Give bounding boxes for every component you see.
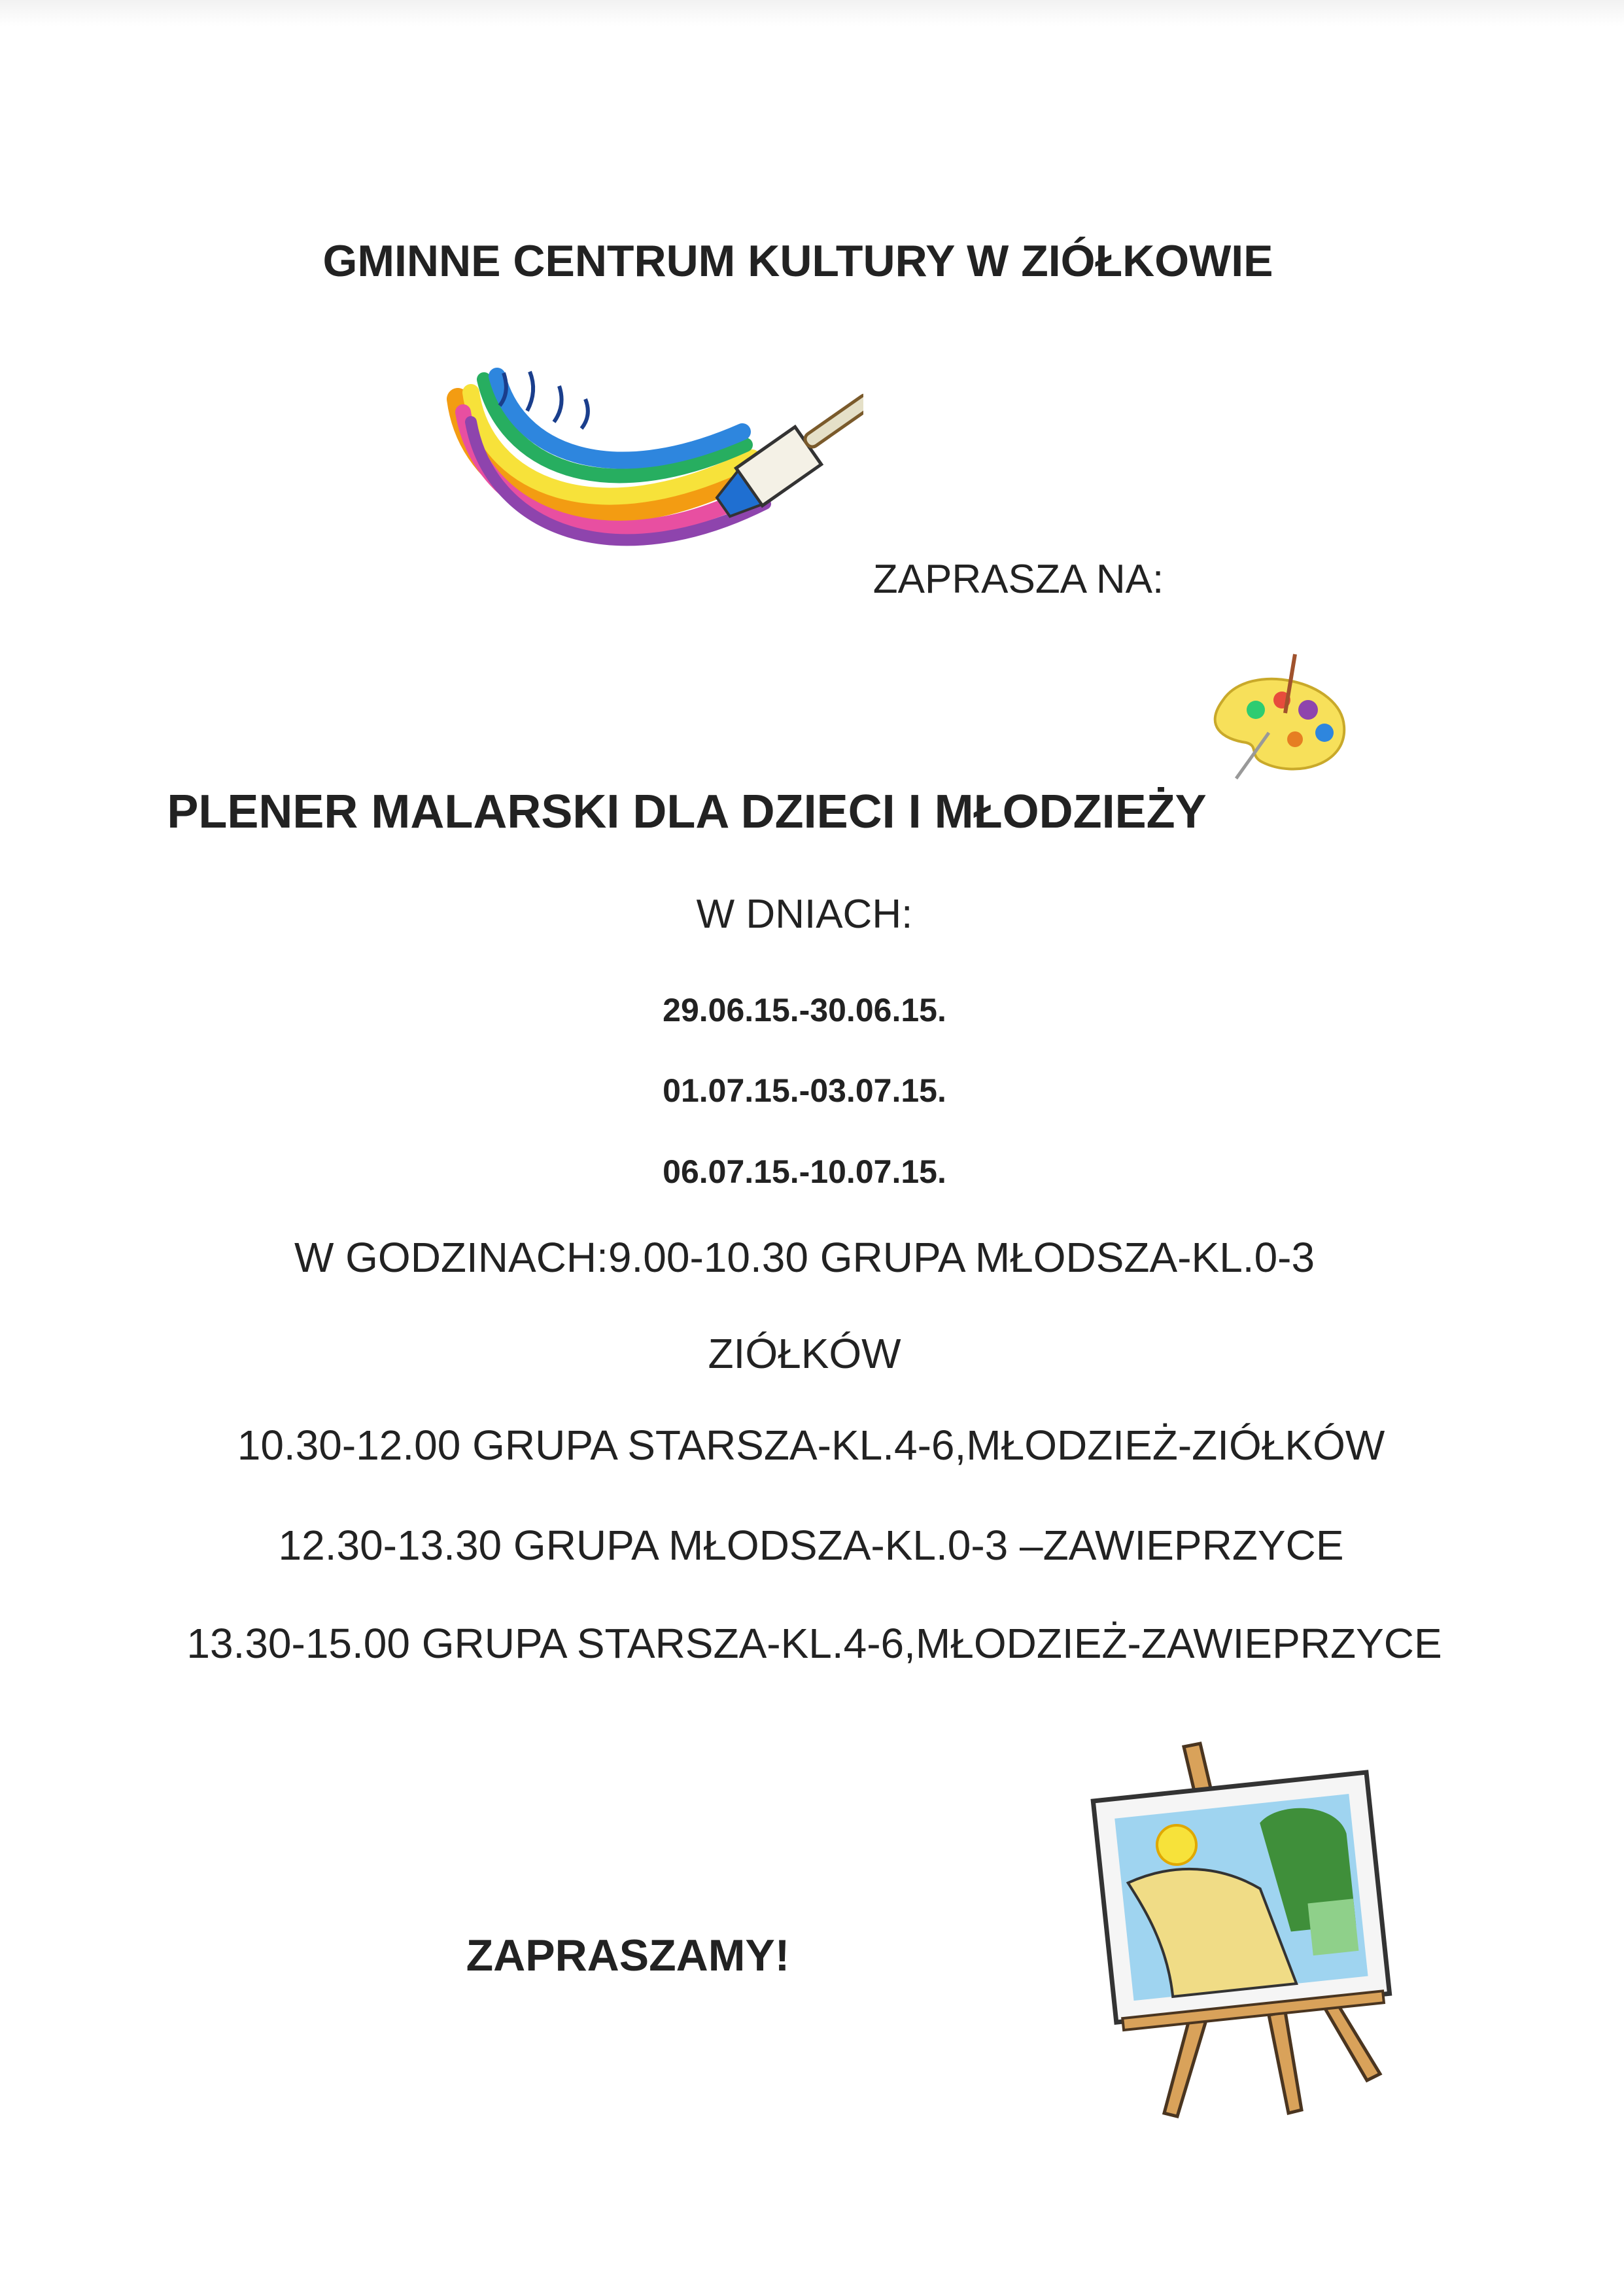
schedule-line: 12.30-13.30 GRUPA MŁODSZA-KL.0-3 –ZAWIEPRZYCE	[278, 1522, 1344, 1569]
schedule-line: 13.30-15.00 GRUPA STARSZA-KL.4-6,MŁODZIEŻ-ZAWIEPRZYCE	[186, 1620, 1442, 1667]
days-label: W DNIACH:	[696, 892, 913, 937]
event-title: PLENER MALARSKI DLA DZIECI I MŁODZIEŻY	[167, 786, 1207, 838]
easel-painting-icon	[1073, 1740, 1452, 2120]
date-range: 01.07.15.-03.07.15.	[663, 1072, 946, 1109]
date-range: 29.06.15.-30.06.15.	[663, 992, 946, 1028]
schedule-line: 10.30-12.00 GRUPA STARSZA-KL.4-6,MŁODZIEŻ-ZIÓŁKÓW	[237, 1422, 1385, 1469]
invite-text: ZAPRASZA NA:	[872, 557, 1164, 602]
organizer-heading: GMINNE CENTRUM KULTURY W ZIÓŁKOWIE	[322, 236, 1273, 286]
paintbrush-rainbow-icon	[445, 360, 863, 569]
paint-palette-icon	[1197, 648, 1360, 792]
schedule-line: W GODZINACH:9.00-10.30 GRUPA MŁODSZA-KL.0-3	[294, 1234, 1315, 1281]
date-range: 06.07.15.-10.07.15.	[663, 1153, 946, 1190]
closing-text: ZAPRASZAMY!	[466, 1931, 790, 1980]
schedule-line: ZIÓŁKÓW	[708, 1330, 901, 1377]
scan-top-edge	[0, 0, 1624, 26]
